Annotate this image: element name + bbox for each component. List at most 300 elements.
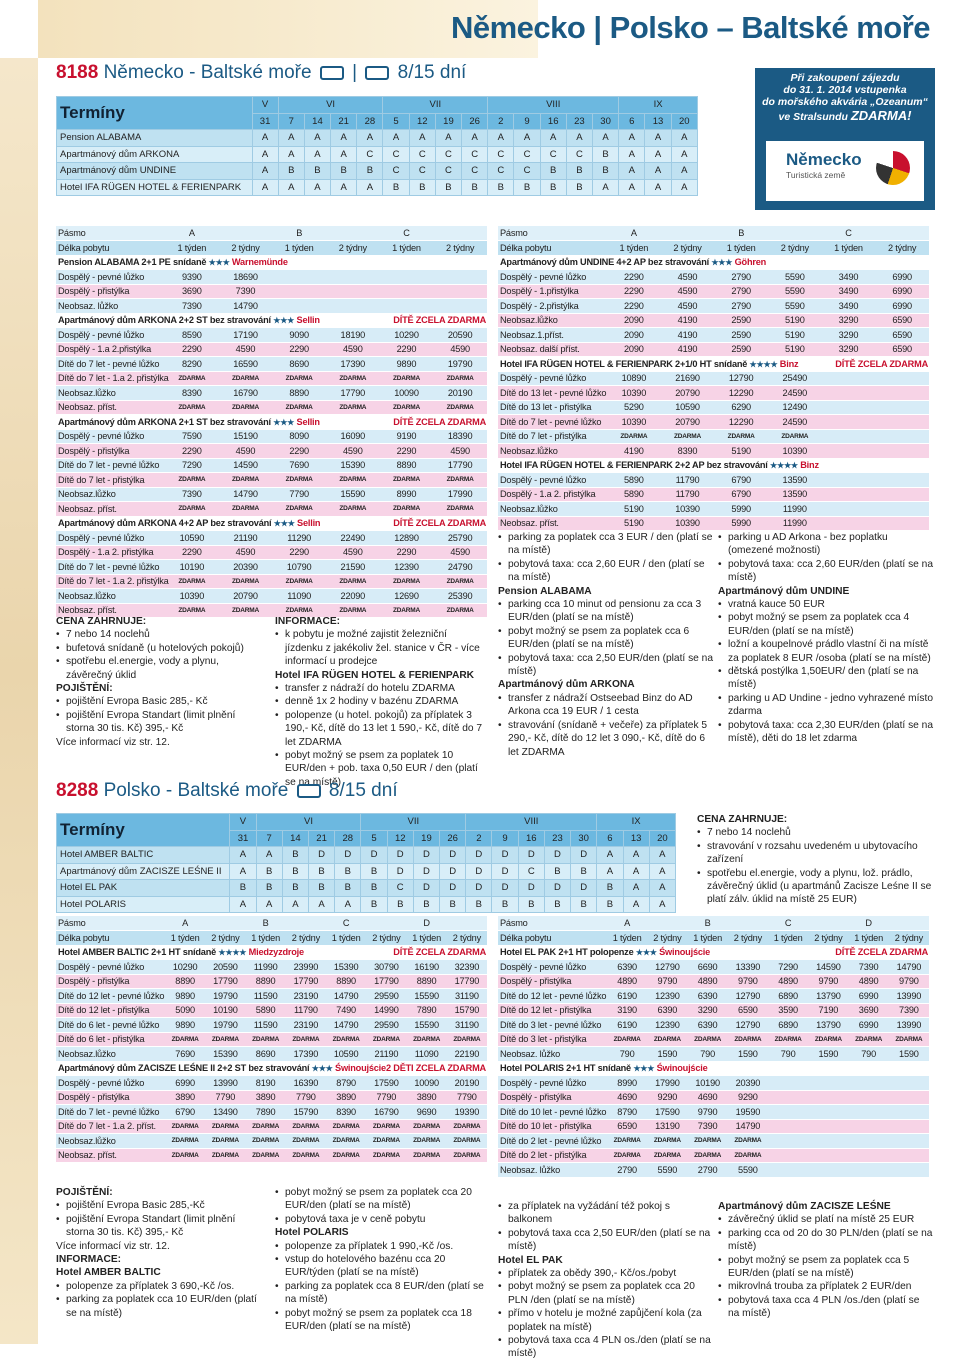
price-cell: 5990 <box>714 502 768 517</box>
price-cell <box>822 371 876 386</box>
price-cell: 7390 <box>688 1119 728 1134</box>
price-cell: 8890 <box>165 974 205 989</box>
price-cell <box>875 415 929 430</box>
price-cell: 9890 <box>380 357 434 372</box>
price-cell: ZDARMA <box>219 371 273 386</box>
price-cell: ZDARMA <box>728 1134 768 1149</box>
month-header: IX <box>597 814 676 831</box>
catalog-title: Polsko - Baltské moře <box>103 780 289 801</box>
location-label: Miedzyzdroje <box>248 947 304 958</box>
price-cell: 5590 <box>768 270 822 285</box>
text-heading: Hotel POLARIS <box>275 1227 349 1239</box>
price-cell: 7790 <box>366 1090 406 1105</box>
zone-cell: C <box>462 146 488 163</box>
price-cell: ZDARMA <box>607 429 661 444</box>
price-cell: 24590 <box>768 415 822 430</box>
price-row-label: Dospělý - pevné lůžko <box>56 328 165 343</box>
price-cell <box>768 1134 808 1149</box>
zone-cell: A <box>619 179 645 196</box>
zone-cell: A <box>514 130 540 147</box>
price-cell: 3890 <box>165 1090 205 1105</box>
price-cell: 4690 <box>688 1090 728 1105</box>
price-cell: 23190 <box>286 1018 326 1033</box>
location-label: Sellin <box>296 315 320 326</box>
price-cell: 14790 <box>326 1018 366 1033</box>
zone-cell: B <box>282 863 308 880</box>
price-cell: 29590 <box>366 989 406 1004</box>
car-icon <box>297 784 321 798</box>
price-cell: 2790 <box>607 1163 647 1178</box>
duration-header: 2 týdny <box>286 931 326 946</box>
price-cell: 4890 <box>688 974 728 989</box>
zone-cell: A <box>357 179 383 196</box>
free-child-note: DÍTĚ ZCELA ZDARMA <box>393 315 486 326</box>
price-cell: 8390 <box>165 386 219 401</box>
price-row-label: Dítě do 7 let - pevné lůžko <box>56 458 165 473</box>
price-cell: 15790 <box>286 1105 326 1120</box>
price-row-label: Dítě do 13 let - přistýlka <box>498 400 607 415</box>
zone-cell: A <box>649 863 675 880</box>
zone-cell: A <box>230 847 256 864</box>
catalog-title: Německo - Baltské moře <box>103 62 312 83</box>
price-cell: ZDARMA <box>326 1134 366 1149</box>
price-cell: 8890 <box>407 974 447 989</box>
price-cell: 7390 <box>849 960 889 975</box>
duration-header: 1 týden <box>714 241 768 256</box>
bullet-item: • pobytová taxa cca 2,50 EUR/den (platí se na místě) <box>498 1227 713 1254</box>
accommodation-title: Hotel EL PAK 2+1 HT polopenze <box>500 947 634 958</box>
price-cell: 5890 <box>246 1003 286 1018</box>
zone-cell: B <box>361 896 387 913</box>
price-cell: ZDARMA <box>728 1032 768 1047</box>
promo-free: ZDARMA! <box>850 108 912 123</box>
price-cell: ZDARMA <box>205 1032 245 1047</box>
duration-header: 2 týdny <box>205 931 245 946</box>
bus-icon <box>365 66 389 80</box>
price-cell: 2290 <box>272 342 326 357</box>
zone-cell: A <box>308 896 334 913</box>
schedule-table-poland <box>56 813 676 913</box>
day-header: 23 <box>544 830 570 847</box>
zone-cell: A <box>619 146 645 163</box>
price-cell: ZDARMA <box>165 603 219 618</box>
price-cell: 9190 <box>380 429 434 444</box>
zone-cell: B <box>230 880 256 897</box>
price-cell: 7790 <box>286 1090 326 1105</box>
promo-line: do 31. 1. 2014 vstupenka <box>783 84 907 96</box>
price-cell: 6990 <box>165 1076 205 1091</box>
accommodation-title-row <box>56 516 487 531</box>
zone-cell: D <box>361 847 387 864</box>
price-cell: 2790 <box>688 1163 728 1178</box>
price-row-label: Neobsaz. lůžko <box>498 1163 607 1178</box>
price-cell: 17990 <box>433 487 487 502</box>
zone-cell: B <box>518 896 544 913</box>
price-cell: ZDARMA <box>607 1134 647 1149</box>
price-cell: 12890 <box>380 531 434 546</box>
zone-cell: C <box>387 880 413 897</box>
zone-cell: B <box>304 163 330 180</box>
day-header: 14 <box>304 113 330 130</box>
zone-cell: A <box>256 896 282 913</box>
price-cell <box>808 1105 848 1120</box>
price-cell: 3490 <box>822 284 876 299</box>
price-row-label: Dítě do 12 let - pevné lůžko <box>498 989 607 1004</box>
zone-header: Pásmo <box>498 226 607 241</box>
bullet-item: • parking cca 10 minut od pensionu za cca 3 EUR/den (platí se na místě) <box>498 598 713 625</box>
zone-header <box>875 226 929 241</box>
price-cell: 15590 <box>407 989 447 1004</box>
duration-header: 1 týden <box>246 931 286 946</box>
price-cell: 16090 <box>326 429 380 444</box>
month-header: VIII <box>488 97 619 114</box>
day-header: 6 <box>619 113 645 130</box>
price-cell: 3190 <box>607 1003 647 1018</box>
zone-cell: A <box>645 163 671 180</box>
price-cell <box>849 1090 889 1105</box>
price-cell <box>808 1163 848 1178</box>
price-cell: 8690 <box>246 1047 286 1062</box>
accommodation-title: Pension ALABAMA 2+1 PE snídaně <box>58 257 207 268</box>
price-row-label: Dospělý - 1.a 2.přistýlka <box>56 342 165 357</box>
duration-header: 1 týden <box>607 241 661 256</box>
price-row-label: Neobsaz. příst. <box>56 400 165 415</box>
price-cell: 25790 <box>433 531 487 546</box>
price-cell: 19790 <box>433 357 487 372</box>
zone-header: B <box>246 916 286 931</box>
price-cell: 3890 <box>246 1090 286 1105</box>
price-cell: 24590 <box>768 386 822 401</box>
zone-cell: C <box>435 163 461 180</box>
zone-header: Pásmo <box>56 916 165 931</box>
price-row-label: Neobsaz. příst. <box>56 502 165 517</box>
zone-cell: A <box>649 847 675 864</box>
text-heading: POJIŠTĚNÍ: <box>56 683 113 695</box>
zone-cell: B <box>488 179 514 196</box>
price-cell: ZDARMA <box>326 574 380 589</box>
duration-header: 2 týdny <box>647 931 687 946</box>
price-cell: 7590 <box>165 429 219 444</box>
price-cell: 4590 <box>433 545 487 560</box>
price-cell: 9290 <box>647 1090 687 1105</box>
accommodation-title: Apartmánový dům ZACISZE LEŚNE II 2+2 ST bez stravování <box>58 1063 310 1074</box>
price-cell: 5590 <box>768 284 822 299</box>
day-header: 19 <box>413 830 439 847</box>
zone-cell: D <box>335 847 361 864</box>
price-cell: ZDARMA <box>219 574 273 589</box>
price-cell <box>808 1090 848 1105</box>
price-row-label: Dítě do 6 let - pevné lůžko <box>56 1018 165 1033</box>
price-cell: ZDARMA <box>688 1134 728 1149</box>
price-cell: 19790 <box>205 1018 245 1033</box>
zone-cell: A <box>645 179 671 196</box>
accommodation-title-row <box>56 313 487 328</box>
price-cell <box>433 284 487 299</box>
duration-header: 2 týdny <box>366 931 406 946</box>
zone-cell: B <box>409 179 435 196</box>
month-header: V <box>230 814 256 831</box>
price-row <box>498 270 929 285</box>
text-heading: CENA ZAHRNUJE: <box>697 814 788 825</box>
bullet-item: • příplatek za obědy 390,- Kč/os./pobyt <box>498 1267 713 1280</box>
day-header: 7 <box>278 113 304 130</box>
text-paragraph: Více informací viz str. 12. <box>56 1240 170 1252</box>
price-row <box>56 400 487 415</box>
zone-cell: A <box>592 130 618 147</box>
price-cell: 14790 <box>219 299 273 314</box>
day-header: 26 <box>462 113 488 130</box>
bullet-item: • pobytová taxa: cca 2,60 EUR/den (platí se na místě) <box>718 558 933 585</box>
zone-header: Pásmo <box>498 916 607 931</box>
price-cell: 7390 <box>165 299 219 314</box>
bullet-item: • pojištění Evropa Standart (limit plnění storna 30 tis. Kč) 395,- Kč <box>56 1213 266 1240</box>
price-cell: 25490 <box>768 371 822 386</box>
price-cell: 15590 <box>407 1018 447 1033</box>
price-cell: 1590 <box>728 1047 768 1062</box>
price-cell: ZDARMA <box>219 400 273 415</box>
price-row-label: Dospělý - pevné lůžko <box>498 960 607 975</box>
price-row-label: Dítě do 7 let - 1.a 2. příst. <box>56 1119 165 1134</box>
price-cell: 6190 <box>607 1018 647 1033</box>
zone-header <box>768 226 822 241</box>
duration-header: 2 týdny <box>433 241 487 256</box>
price-row-label: Dítě do 12 let - přistýlka <box>56 1003 165 1018</box>
price-cell: ZDARMA <box>407 1032 447 1047</box>
price-row <box>56 1003 487 1018</box>
price-row <box>56 342 487 357</box>
price-cell: 6190 <box>607 989 647 1004</box>
duration-header: 1 týden <box>407 931 447 946</box>
bullet-item: • transfer z nádraží do hotelu ZDARMA <box>275 682 485 695</box>
day-header: 2 <box>488 113 514 130</box>
day-header: 5 <box>361 830 387 847</box>
price-cell <box>822 386 876 401</box>
price-cell: ZDARMA <box>768 429 822 444</box>
price-cell: 12790 <box>728 1018 768 1033</box>
price-cell <box>272 270 326 285</box>
price-cell <box>889 1090 929 1105</box>
price-cell: 6990 <box>875 299 929 314</box>
price-cell: 7890 <box>407 1003 447 1018</box>
price-cell: 20390 <box>219 560 273 575</box>
price-cell <box>822 429 876 444</box>
text-heading: Apartmánový dům UNDINE <box>718 585 850 597</box>
price-cell: 4590 <box>326 545 380 560</box>
zone-cell: D <box>544 847 570 864</box>
price-cell <box>272 299 326 314</box>
price-cell: ZDARMA <box>326 1032 366 1047</box>
zone-cell: D <box>518 847 544 864</box>
price-cell: 3690 <box>849 1003 889 1018</box>
zone-header <box>889 916 929 931</box>
bullet-item: • vstup do hotelového bazénu cca 20 EUR/týden (platí se na místě) <box>275 1253 485 1280</box>
bullet-item: • pobytová taxa je v ceně pobytu <box>275 1213 485 1226</box>
schedule-row <box>57 179 698 196</box>
bullet-item: • pobyt možný se psem za poplatek cca 4 EUR/den (platí se na místě) <box>718 611 933 638</box>
bullet-item: • spotřebu el.energie, vody a plynu, závěrečný úklid <box>56 655 261 682</box>
price-cell <box>768 1105 808 1120</box>
zone-cell: A <box>645 130 671 147</box>
accommodation-title-row <box>498 255 929 270</box>
zone-cell: B <box>357 163 383 180</box>
location-label: Warnemünde <box>231 257 288 268</box>
price-cell: ZDARMA <box>447 1148 487 1163</box>
price-row <box>498 1047 929 1062</box>
accommodation-title-row <box>498 945 929 960</box>
day-header: 7 <box>256 830 282 847</box>
price-cell: ZDARMA <box>447 1119 487 1134</box>
price-cell: 9890 <box>165 989 205 1004</box>
price-cell: 23990 <box>286 960 326 975</box>
location-label: Sellin <box>297 518 321 529</box>
price-cell: 10590 <box>661 400 715 415</box>
price-cell <box>889 1134 929 1149</box>
zone-header <box>205 916 245 931</box>
star-rating-icon: ★★★ <box>711 258 733 268</box>
price-row <box>498 989 929 1004</box>
zone-header <box>326 226 380 241</box>
price-cell: ZDARMA <box>272 473 326 488</box>
zone-cell: A <box>597 863 623 880</box>
price-cell: 23190 <box>286 989 326 1004</box>
price-cell: ZDARMA <box>165 371 219 386</box>
price-cell: 4590 <box>326 444 380 459</box>
zone-cell: C <box>540 146 566 163</box>
schedule-row <box>57 130 698 147</box>
price-cell: 8090 <box>272 429 326 444</box>
price-cell: 10390 <box>768 444 822 459</box>
price-cell: 5590 <box>647 1163 687 1178</box>
bullet-item: • polopenze za příplatek 1 990,-Kč /os. <box>275 1240 485 1253</box>
price-cell: 17790 <box>366 974 406 989</box>
price-row-label: Dospělý - přistýlka <box>56 444 165 459</box>
price-cell: ZDARMA <box>380 603 434 618</box>
price-cell: 20790 <box>661 386 715 401</box>
price-row <box>56 1134 487 1149</box>
bullet-item: • parking za poplatek cca 3 EUR / den (platí se na místě) <box>498 531 713 558</box>
price-cell: ZDARMA <box>272 603 326 618</box>
promo-line: Při zakoupení zájezdu <box>790 72 900 84</box>
accommodation-name: Hotel EL PAK <box>57 880 230 897</box>
price-cell <box>808 1076 848 1091</box>
text-heading: INFORMACE: <box>56 1254 122 1266</box>
price-row-label: Dítě do 3 let - přistýlka <box>498 1032 607 1047</box>
price-cell <box>849 1076 889 1091</box>
price-cell: 11990 <box>246 960 286 975</box>
price-cell: 12390 <box>380 560 434 575</box>
bullet-item: • parking cca od 20 do 30 PLN/den (platí se na místě) <box>718 1227 933 1254</box>
price-cell: 12390 <box>647 1018 687 1033</box>
zone-cell: A <box>645 146 671 163</box>
text-heading: INFORMACE: <box>275 616 341 627</box>
day-header: 23 <box>566 113 592 130</box>
accommodation-title: Apartmánový dům ARKONA 2+2 ST bez stravování <box>58 315 271 326</box>
zone-header <box>647 916 687 931</box>
price-cell: 9790 <box>808 974 848 989</box>
zone-cell: D <box>440 880 466 897</box>
price-cell: ZDARMA <box>246 1148 286 1163</box>
price-cell: ZDARMA <box>607 1032 647 1047</box>
price-row <box>498 1163 929 1178</box>
price-cell: ZDARMA <box>688 1148 728 1163</box>
price-cell: 17590 <box>647 1105 687 1120</box>
price-cell <box>768 1076 808 1091</box>
price-cell: 10190 <box>165 560 219 575</box>
zone-cell: C <box>383 163 409 180</box>
price-cell: 24790 <box>433 560 487 575</box>
bullet-item: • pobyt možný se psem za poplatek 10 EUR/den + pob. taxa 0,50 EUR / den (platí se na místě) <box>275 749 485 789</box>
price-row-label: Dítě do 6 let - přistýlka <box>56 1032 165 1047</box>
schedule-heading: Termíny <box>57 814 230 847</box>
zone-cell: C <box>566 146 592 163</box>
price-cell: ZDARMA <box>380 473 434 488</box>
day-header: 6 <box>597 830 623 847</box>
price-cell: 11090 <box>407 1047 447 1062</box>
price-row <box>498 371 929 386</box>
price-cell <box>822 415 876 430</box>
info-text-poland-3 <box>718 1200 933 1321</box>
bullet-item: • přímo v hotelu je možné zapůjčení kola (za poplatek na místě) <box>498 1307 713 1334</box>
price-cell <box>768 1163 808 1178</box>
price-cell <box>326 270 380 285</box>
day-header: 16 <box>540 113 566 130</box>
price-cell <box>822 502 876 517</box>
info-text-poland <box>275 1186 485 1333</box>
day-header: 19 <box>435 113 461 130</box>
price-cell <box>875 386 929 401</box>
zone-cell: A <box>671 163 697 180</box>
duration: 8/15 dní <box>397 62 467 83</box>
accommodation-title: Apartmánový dům ARKONA 2+1 ST bez stravování <box>58 416 271 427</box>
price-cell <box>889 1148 929 1163</box>
zone-cell: A <box>357 130 383 147</box>
bullet-item: • pojištění Evropa Basic 285,-Kč <box>56 1199 266 1212</box>
zone-cell: A <box>252 179 278 196</box>
price-cell: ZDARMA <box>380 400 434 415</box>
price-row <box>498 960 929 975</box>
price-row-label: Dospělý - pevné lůžko <box>56 270 165 285</box>
price-cell: 13790 <box>808 1018 848 1033</box>
price-cell: 4590 <box>661 270 715 285</box>
bullet-item: • za příplatek na vyžádání též pokoj s balkonem <box>498 1200 713 1227</box>
price-row <box>498 1090 929 1105</box>
zone-cell: A <box>671 146 697 163</box>
zone-cell: D <box>571 847 597 864</box>
price-cell: 5290 <box>607 400 661 415</box>
price-row <box>56 1076 487 1091</box>
star-rating-icon: ★★★ <box>273 316 295 326</box>
price-row <box>56 1105 487 1120</box>
price-cell <box>875 429 929 444</box>
price-cell: ZDARMA <box>272 502 326 517</box>
price-cell: 6990 <box>875 270 929 285</box>
price-row <box>56 458 487 473</box>
price-row <box>56 1090 487 1105</box>
price-cell: 17390 <box>326 357 380 372</box>
price-cell: 16390 <box>286 1076 326 1091</box>
price-row <box>498 974 929 989</box>
car-icon <box>320 66 344 80</box>
price-cell: 17590 <box>366 1076 406 1091</box>
accommodation-name: Pension ALABAMA <box>57 130 253 147</box>
price-cell: 19590 <box>728 1105 768 1120</box>
price-row <box>498 1076 929 1091</box>
price-row <box>56 560 487 575</box>
zone-cell: D <box>492 847 518 864</box>
includes-text <box>56 615 261 749</box>
price-row <box>56 1119 487 1134</box>
price-cell: 8890 <box>272 386 326 401</box>
